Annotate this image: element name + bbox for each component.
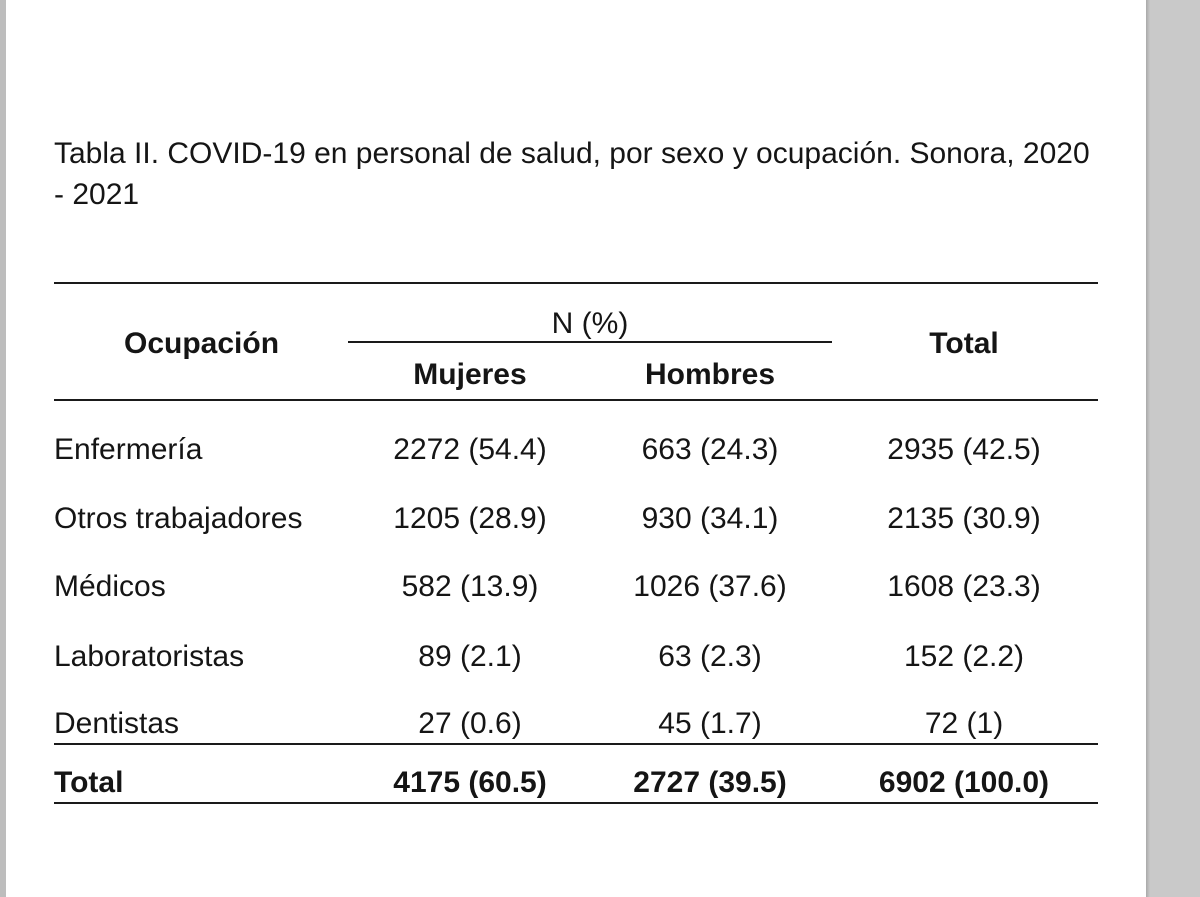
row-occupation: Laboratoristas [54,640,245,673]
row-women-value: 27 (0.6) [418,707,522,740]
row-occupation: Dentistas [54,707,180,740]
row-total-value: 152 (2.2) [903,640,1025,673]
total-row-men-value: 2727 (39.5) [633,766,787,799]
row-men-value: 45 (1.7) [658,707,762,740]
table-bottom-rule [54,802,1098,804]
row-men-value: 663 (24.3) [641,433,779,466]
row-men-value: 1026 (37.6) [633,570,787,603]
header-subgroup-rule [348,341,832,343]
header-bottom-rule [54,399,1098,401]
page-edge-shadow [1146,0,1150,897]
total-top-rule [54,743,1098,745]
row-occupation: Otros trabajadores [54,502,303,535]
row-women-value: 2272 (54.4) [393,433,547,466]
document-page [6,0,1146,897]
total-row-women-value: 4175 (60.5) [393,766,547,799]
total-row-total-value: 6902 (100.0) [878,766,1050,799]
header-men: Hombres [644,358,776,391]
table-caption: Tabla II. COVID-19 en personal de salud, por sexo y ocupación. Sonora, 2020 - 2021 [54,137,1090,211]
row-women-value: 582 (13.9) [401,570,539,603]
header-total: Total [929,327,999,360]
row-women-value: 1205 (28.9) [393,502,547,535]
row-total-value: 2935 (42.5) [887,433,1041,466]
row-total-value: 72 (1) [924,707,1004,740]
row-men-value: 63 (2.3) [658,640,762,673]
header-n-percent: N (%) [551,307,629,340]
header-occupation: Ocupación [124,327,280,360]
total-row-label: Total [54,766,124,799]
row-occupation: Médicos [54,570,166,603]
table-top-rule [54,282,1098,284]
header-women: Mujeres [413,358,527,391]
row-total-value: 2135 (30.9) [887,502,1041,535]
row-total-value: 1608 (23.3) [887,570,1041,603]
row-men-value: 930 (34.1) [641,502,779,535]
row-occupation: Enfermería [54,433,203,466]
row-women-value: 89 (2.1) [418,640,522,673]
